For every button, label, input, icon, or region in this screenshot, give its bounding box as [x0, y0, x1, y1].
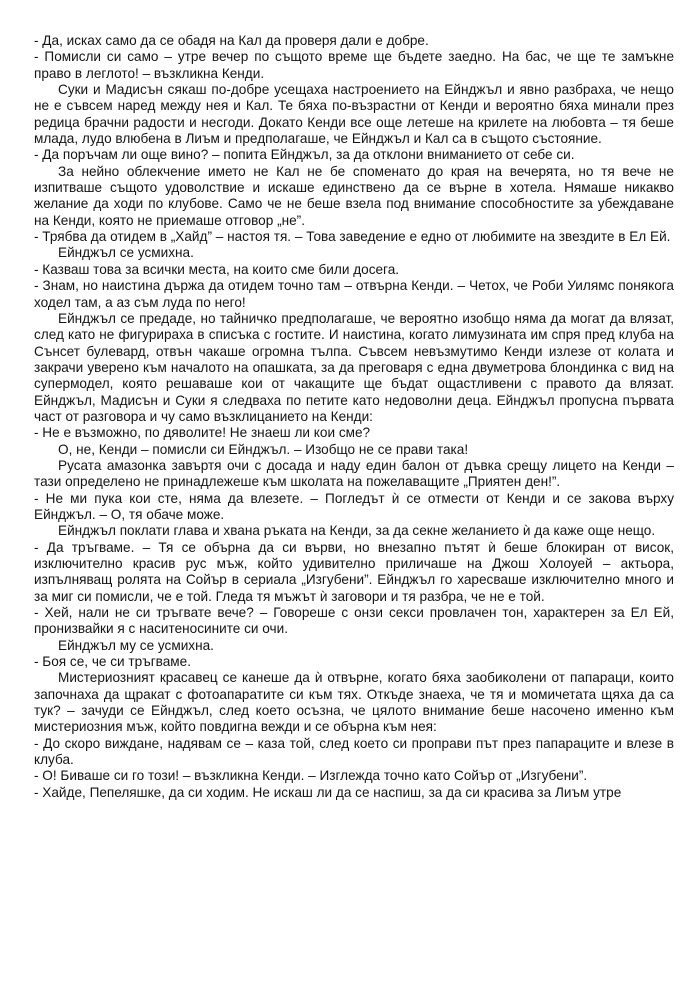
paragraph: - Знам, но наистина държа да отидем точно там – отвърна Кенди. – Четох, че Роби Уилямс понякога ходел там, а аз съм луда по него! — [34, 278, 674, 310]
paragraph: - О! Биваше си го този! – възкликна Кенди. – Изглежда точно като Сойър от „Изгубени”. — [34, 768, 588, 784]
paragraph: - Не ми пука кои сте, няма да влезете. – Погледът ѝ се отмести от Кенди и се закова върху Ейнджъл. – О, тя обаче може. — [34, 490, 674, 522]
paragraph: - Трябва да отидем в „Хайд” – настоя тя. – Това заведение е едно от любимите на звездите в Ел Ей. — [34, 229, 671, 245]
paragraph: - Помисли си само – утре вечер по същото време ще бъдете заедно. На бас, че ще те замъкне право в леглото! – възкликна Кенди. — [34, 49, 674, 81]
paragraph: Суки и Мадисън сякаш по-добре усещаха настроението на Ейнджъл и явно разбраха, че нещо не е съвсем наред между нея и Кал. Те бяха по-възрастни от Кенди и вероятно бяха минали през редица брачни радости и несгоди. Докато Кенди все още летеше на крилете на любовта – тя беше млада, лудо влюбена в Лиъм и предполагаше, че Ейнджъл и Кал са в същото състояние. — [34, 82, 674, 147]
paragraph: - До скоро виждане, надявам се – каза той, след което си проправи път през папараците и влезе в клуба. — [34, 735, 674, 768]
paragraph: - Да поръчам ли още вино? – попита Ейнджъл, за да отклони вниманието от себе си. — [34, 147, 575, 163]
paragraph: Мистериозният красавец се канеше да ѝ отвърне, когато бяха заобиколени от папараци, които започнаха да щракат с фотоапаратите си към тях. Откъде знаеха, че тя и момичетата щяха да са тук? – зачуди се Ейнджъл, след което осъзна, че цялото внимание беше насочено именно към мистериозния мъж, който повдигна вежди и се обърна към нея: — [34, 670, 674, 735]
paragraph: Русата амазонка завъртя очи с досада и наду един балон от дъвка срещу лицето на Кенди – тази определено не принадлежеше към школата на пожелаващите „Приятен ден!”. — [34, 457, 674, 490]
paragraph: - Да, исках само да се обадя на Кал да проверя дали е добре. — [34, 33, 429, 48]
paragraph: - Казваш това за всички места, на които сме били досега. — [34, 261, 400, 277]
paragraph: Ейнджъл му се усмихна. — [58, 637, 214, 653]
paragraph: О, не, Кенди – помисли си Ейнджъл. – Изобщо не се прави така! — [58, 441, 469, 457]
paragraph: - Да тръгваме. – Тя се обърна да си върви, но внезапно пътят ѝ беше блокиран от висок, изключително красив рус мъж, който удивително приличаше на Джош Холоуей – актьора, изпълняващ ролята на Сойър в сериала „Изгубени”. Ейнджъл го харесваше изключително много и за миг си помисли, че е той. Гледа тя мъжът ѝ заговори и тя разбра, че не е той. — [34, 539, 674, 604]
paragraph: Ейнджъл се усмихна. — [58, 245, 194, 261]
paragraph: Ейнджъл поклати глава и хвана ръката на Кенди, за да секне желанието ѝ да каже още нещо. — [58, 523, 656, 539]
paragraph: Ейнджъл се предаде, но тайничко предполагаше, че вероятно изобщо няма да могат да влязат, след като не фигурираха в списъка с гостите. И наистина, когато лимузината им спря пред клуба на Сънсет булевард, отвън чакаше огромна тълпа. Съвсем невъзмутимо Кенди излезе от колата и закрачи уверено към началото на опашката, за да преговаря с една двуметрова блондинка с вид на супермодел, която решаваше кои от чакащите ще бъдат ощастливени с правото да влязат. Ейнджъл, Мадисън и Суки я следваха по петите като недоволни деца. Ейнджъл пропусна първата част от разговора и чу само възклицанието на Кенди: — [34, 310, 674, 424]
paragraph: - Боя се, че си тръгваме. — [34, 654, 191, 670]
paragraph: - Хайде, Пепеляшке, да си ходим. Не искаш ли да се наспиш, за да си красива за Лиъм утре — [34, 784, 622, 800]
paragraph: - Не е възможно, по дяволите! Не знаеш ли кои сме? — [34, 425, 371, 441]
paragraph: За нейно облекчение името не Кал не бе споменато до края на вечерята, но тя вече не изпитваше същото удоволствие и искаше единствено да се върне в хотела. Нямаше никакво желание да ходи по клубове. Само че не беше взела под внимание способностите за убеждаване на Кенди, която не приемаше отговор „не”. — [34, 163, 674, 228]
body-text — [34, 33, 674, 801]
paragraph: - Хей, нали не си тръгвате вече? – Говореше с онзи секси провлачен тон, характерен за Ел Ей, пронизвайки я с наситеносините си очи. — [34, 605, 674, 637]
